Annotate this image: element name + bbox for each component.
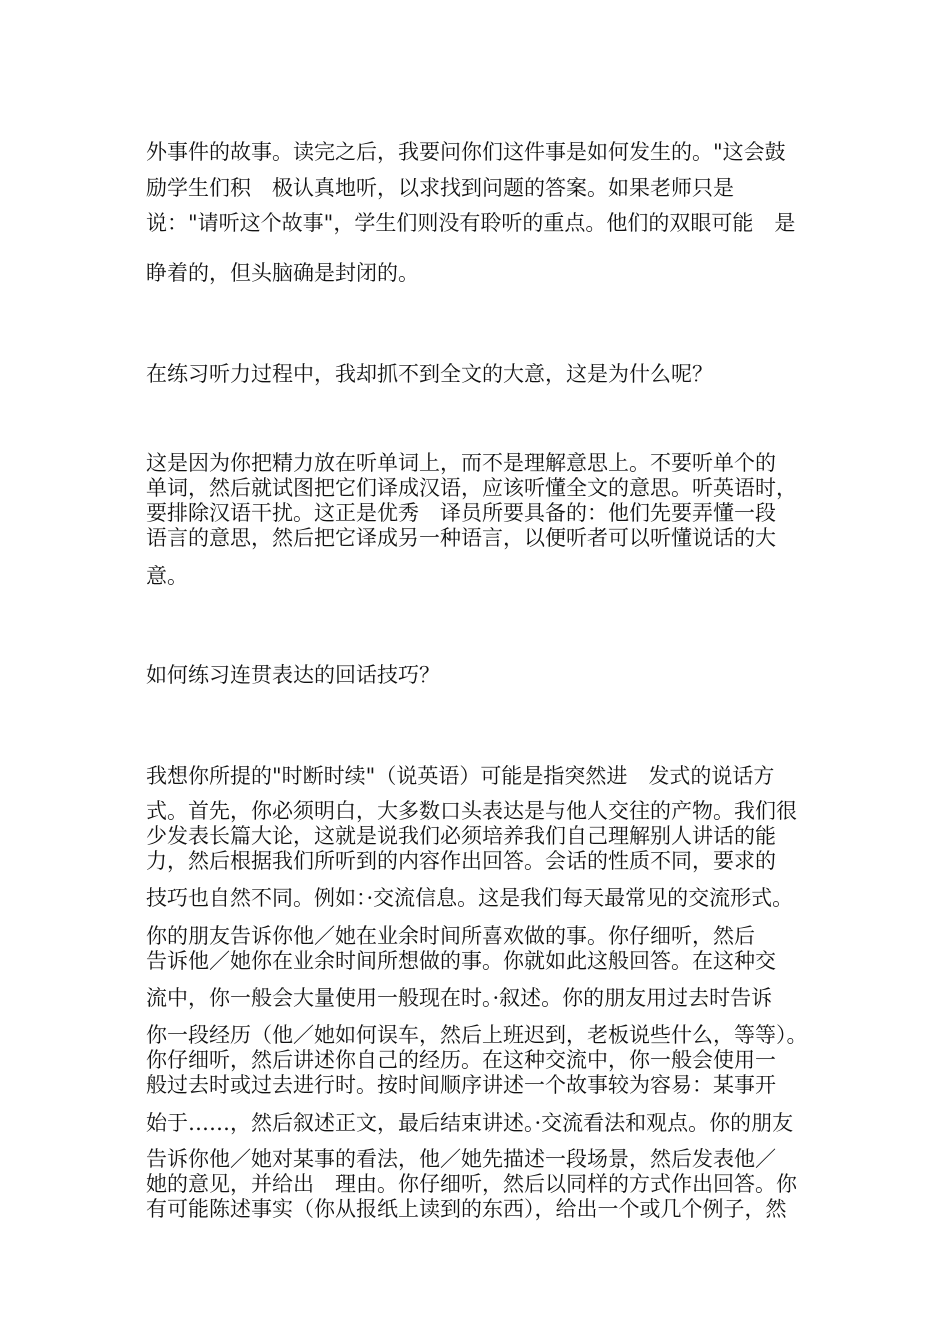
- text-line: 要排除汉语干扰。这正是优秀 译员所要具备的：他们先要弄懂一段: [146, 501, 776, 525]
- question-heading: 在练习听力过程中，我却抓不到全文的大意，这是为什么呢？: [146, 362, 713, 386]
- text-line: 有可能陈述事实（你从报纸上读到的东西），给出一个或几个例子，然: [146, 1197, 787, 1221]
- text-line: 告诉他／她你在业余时间所想做的事。你就如此这般回答。在这种交: [146, 949, 776, 973]
- text-line: 睁着的，但头脑确是封闭的。: [146, 261, 419, 285]
- text-line: 始于……，然后叙述正文，最后结束讲述。·交流看法和观点。你的朋友: [146, 1111, 794, 1135]
- text-line: 式。首先，你必须明白，大多数口头表达是与他人交往的产物。我们很: [146, 799, 797, 823]
- text-line: 意。: [146, 564, 188, 588]
- text-line: 这是因为你把精力放在听单词上，而不是理解意思上。不要听单个的: [146, 451, 776, 475]
- text-line: 流中，你一般会大量使用一般现在时。·叙述。你的朋友用过去时告诉: [146, 986, 773, 1010]
- text-line: 她的意见，并给出 理由。你仔细听，然后以同样的方式作出回答。你: [146, 1172, 797, 1196]
- text-line: 你一段经历（他／她如何误车，然后上班迟到，老板说些什么，等等）。: [146, 1023, 808, 1047]
- text-line: 外事件的故事。读完之后，我要问你们这件事是如何发生的。"这会鼓: [146, 140, 786, 164]
- text-line: 力，然后根据我们所听到的内容作出回答。会话的性质不同，要求的: [146, 849, 776, 873]
- text-line: 励学生们积 极认真地听，以求找到问题的答案。如果老师只是: [146, 176, 734, 200]
- text-line: 单词，然后就试图把它们译成汉语，应该听懂全文的意思。听英语时，: [146, 476, 797, 500]
- text-line: 告诉你他／她对某事的看法，他／她先描述一段场景，然后发表他／: [146, 1147, 776, 1171]
- text-line: 般过去时或过去进行时。按时间顺序讲述一个故事较为容易：某事开: [146, 1073, 776, 1097]
- text-line: 说："请听这个故事"，学生们则没有聆听的重点。他们的双眼可能 是: [146, 211, 796, 235]
- text-line: 我想你所提的"时断时续"（说英语）可能是指突然进 发式的说话方: [146, 764, 775, 788]
- text-line: 少发表长篇大论，这就是说我们必须培养我们自己理解别人讲话的能: [146, 824, 776, 848]
- text-line: 技巧也自然不同。例如：·交流信息。这是我们每天最常见的交流形式。: [146, 886, 794, 910]
- text-line: 语言的意思，然后把它译成另一种语言，以便听者可以听懂说话的大: [146, 526, 776, 550]
- text-line: 你的朋友告诉你他／她在业余时间所喜欢做的事。你仔细听，然后: [146, 924, 755, 948]
- question-heading: 如何练习连贯表达的回话技巧？: [146, 663, 440, 687]
- text-line: 你仔细听，然后讲述你自己的经历。在这种交流中，你一般会使用一: [146, 1048, 776, 1072]
